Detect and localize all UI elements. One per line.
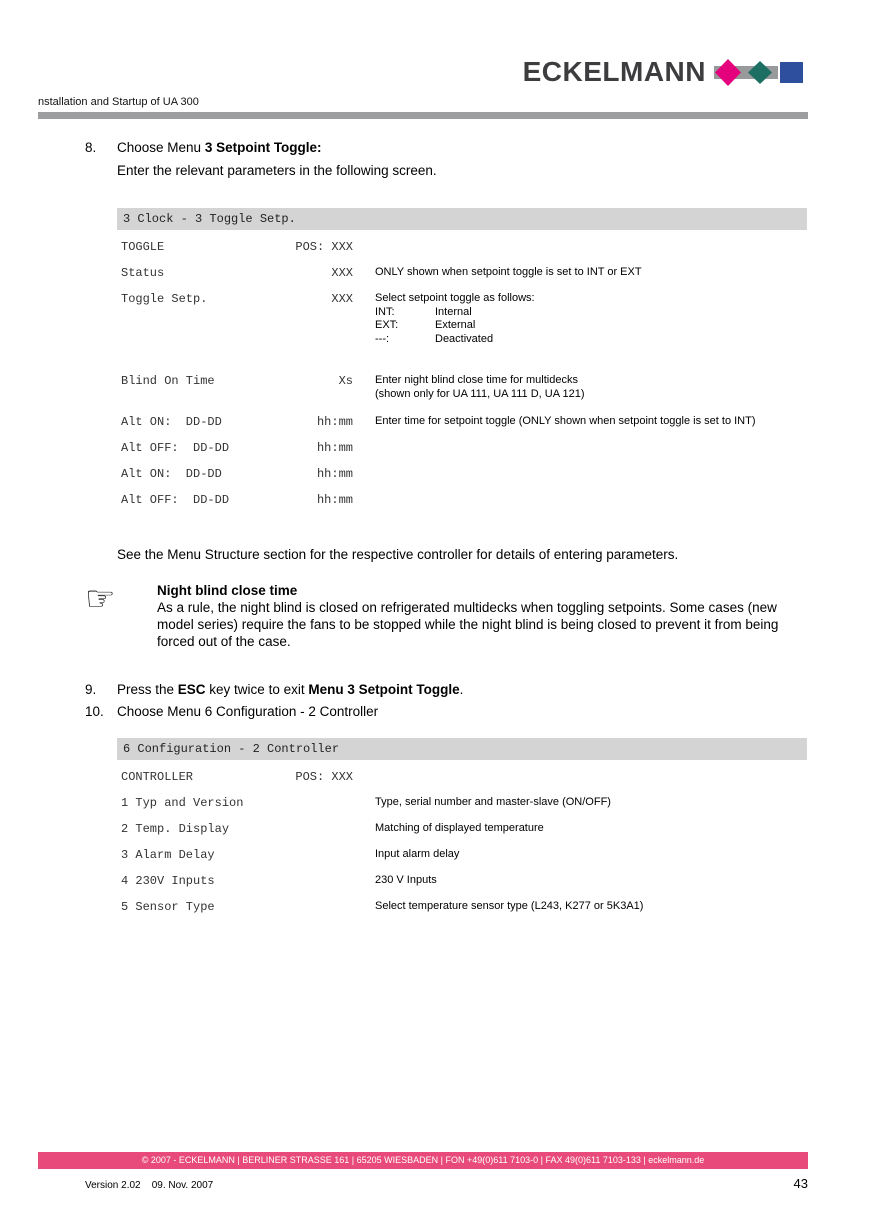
param-label: 5 Sensor Type [121, 900, 215, 914]
note-option: EXT: External [375, 319, 476, 331]
param-label: TOGGLE [121, 240, 165, 254]
table-row [121, 493, 807, 507]
hint-text [157, 582, 805, 650]
param-value: hh:mm [316, 493, 353, 507]
page-number: 43 [793, 1176, 808, 1191]
screen-1-toggle-setp [117, 208, 807, 519]
param-note: Select temperature sensor type (L243, K277 or 5K3A1) [375, 900, 644, 912]
step-10-text: Choose Menu 6 Configuration - 2 Controller [117, 704, 379, 719]
table-row [121, 467, 807, 481]
param-label: Toggle Setp. [121, 292, 208, 306]
table-row [121, 266, 807, 280]
step-8-text: Choose Menu 3 Setpoint Toggle: [117, 140, 322, 155]
param-note [375, 493, 805, 507]
table-row [121, 796, 807, 810]
table-row [121, 441, 807, 455]
step-8 [85, 140, 810, 155]
param-note [375, 467, 805, 481]
param-value: Xs [338, 374, 353, 388]
see-menu-paragraph: See the Menu Structure section for the respective controller for details of entering parameters. [117, 547, 679, 562]
step-10-number: 10. [85, 704, 104, 719]
param-value: hh:mm [316, 467, 353, 481]
table-row [121, 900, 807, 914]
note-intro: Select setpoint toggle as follows: [375, 292, 535, 304]
logo-wordmark: ECKELMANN [522, 56, 706, 87]
param-label: Alt ON: DD-DD [121, 467, 222, 481]
eckelmann-logo [523, 56, 808, 88]
table-row [121, 374, 807, 401]
param-label: CONTROLLER [121, 770, 194, 784]
param-note: Input alarm delay [375, 848, 460, 860]
param-label: Status [121, 266, 165, 280]
table-row [121, 415, 807, 429]
step-8-number: 8. [85, 140, 97, 155]
param-value: POS: XXX [295, 770, 353, 784]
step-8-subtext: Enter the relevant parameters in the following screen. [117, 163, 437, 178]
step-9-text: Press the ESC key twice to exit Menu 3 Setpoint Toggle. [117, 682, 464, 697]
param-note: ONLY shown when setpoint toggle is set to INT or EXT [375, 266, 642, 278]
table-row [121, 874, 807, 888]
param-value: hh:mm [316, 441, 353, 455]
step-9 [85, 682, 810, 697]
table-row [121, 292, 807, 346]
param-note: Enter night blind close time for multidecks (shown only for UA 111, UA 111 D, UA 121) [375, 374, 585, 400]
param-label: Alt ON: DD-DD [121, 415, 222, 429]
param-note [375, 770, 805, 784]
screen-1-title-bar: 3 Clock - 3 Toggle Setp. [117, 208, 807, 230]
table-row [121, 848, 807, 862]
param-note: Matching of displayed temperature [375, 822, 544, 834]
param-value: XXX [331, 266, 353, 280]
hint-title: Night blind close time [157, 583, 298, 598]
param-note [375, 240, 805, 254]
screen-1-body [117, 230, 807, 519]
version-line: Version 2.02 09. Nov. 2007 [85, 1180, 214, 1191]
page-content [85, 140, 810, 926]
screen-2-controller [117, 738, 807, 926]
param-label: Alt OFF: DD-DD [121, 441, 230, 455]
table-row [121, 770, 807, 784]
param-label: 1 Typ and Version [121, 796, 244, 810]
param-value: hh:mm [316, 415, 353, 429]
param-label: Blind On Time [121, 374, 215, 388]
table-row [121, 240, 807, 254]
param-label: 4 230V Inputs [121, 874, 215, 888]
param-label: 2 Temp. Display [121, 822, 230, 836]
footer-address-bar: © 2007 - ECKELMANN | BERLINER STRASSE 161 | 65205 WIESBADEN | FON +49(0)611 7103-0 | FAX 49(0)611 7103-133 | eckelmann.de [38, 1152, 808, 1169]
table-row [121, 822, 807, 836]
header-rule [38, 112, 808, 119]
param-note: 230 V Inputs [375, 874, 437, 886]
note-option: ---: Deactivated [375, 332, 494, 345]
param-note: Type, serial number and master-slave (ON/OFF) [375, 796, 611, 808]
param-label: 3 Alarm Delay [121, 848, 215, 862]
param-note: Enter time for setpoint toggle (ONLY shown when setpoint toggle is set to INT) [375, 415, 756, 427]
pointing-hand-icon: ☞ [85, 580, 116, 618]
param-label: Alt OFF: DD-DD [121, 493, 230, 507]
step-9-number: 9. [85, 682, 97, 697]
param-value: XXX [331, 292, 353, 306]
screen-2-body [117, 760, 807, 926]
param-note [375, 292, 805, 346]
running-header: nstallation and Startup of UA 300 [38, 96, 199, 108]
step-10 [85, 704, 810, 719]
hint-block [85, 582, 810, 650]
param-value: POS: XXX [295, 240, 353, 254]
logo-mark-icon [712, 56, 808, 88]
param-note [375, 441, 805, 455]
hint-body: As a rule, the night blind is closed on refrigerated multidecks when toggling setpoints. Some cases (new model series) require the fans to be stopped while the night blind is being closed to prevent it from being forced out of the case. [157, 600, 779, 649]
note-option: INT: Internal [375, 305, 472, 318]
screen-2-title-bar: 6 Configuration - 2 Controller [117, 738, 807, 760]
